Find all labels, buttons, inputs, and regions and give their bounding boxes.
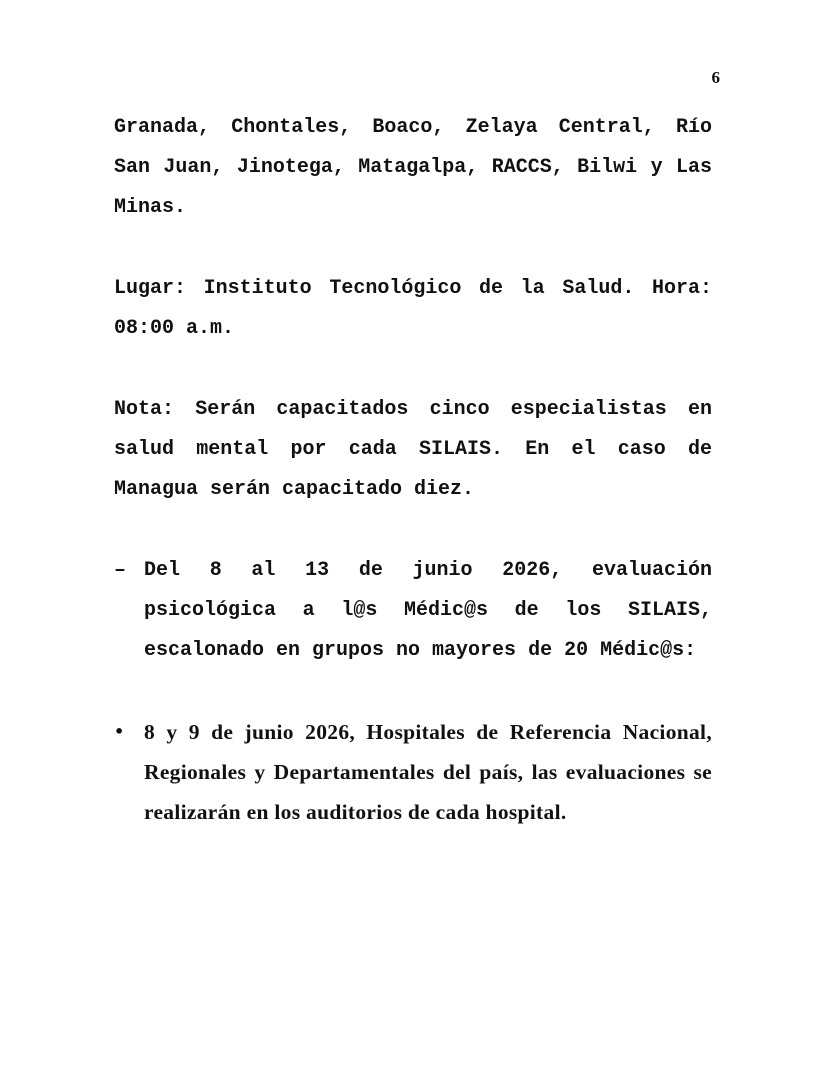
paragraph-spacer	[114, 510, 712, 551]
bullet-list-item-text: 8 y 9 de junio 2026, Hospitales de Referencia Nacional, Regionales y Departamentales del país, las evaluaciones se realizarán en los auditorios de cada hospital.	[144, 720, 712, 824]
bullet-list-item	[114, 712, 712, 832]
paragraph-spacer	[114, 349, 712, 390]
dash-marker: –	[114, 559, 127, 582]
paragraph-locations: Granada, Chontales, Boaco, Zelaya Central, Río San Juan, Jinotega, Matagalpa, RACCS, Bilwi y Las Minas.	[114, 116, 712, 219]
dash-list-item	[114, 551, 712, 671]
dash-list-item-text: Del 8 al 13 de junio 2026, evaluación psicológica a l@s Médic@s de los SILAIS, escalonado en grupos no mayores de 20 Médic@s:	[144, 559, 712, 662]
bullet-marker: •	[114, 722, 125, 741]
document-body	[114, 108, 712, 832]
paragraph-note: Nota: Serán capacitados cinco especialistas en salud mental por cada SILAIS. En el caso de Managua serán capacitado diez.	[114, 398, 712, 501]
page-number: 6	[711, 68, 720, 87]
paragraph-place-time: Lugar: Instituto Tecnológico de la Salud. Hora: 08:00 a.m.	[114, 277, 712, 340]
paragraph-spacer	[114, 671, 712, 712]
paragraph-spacer	[114, 228, 712, 269]
